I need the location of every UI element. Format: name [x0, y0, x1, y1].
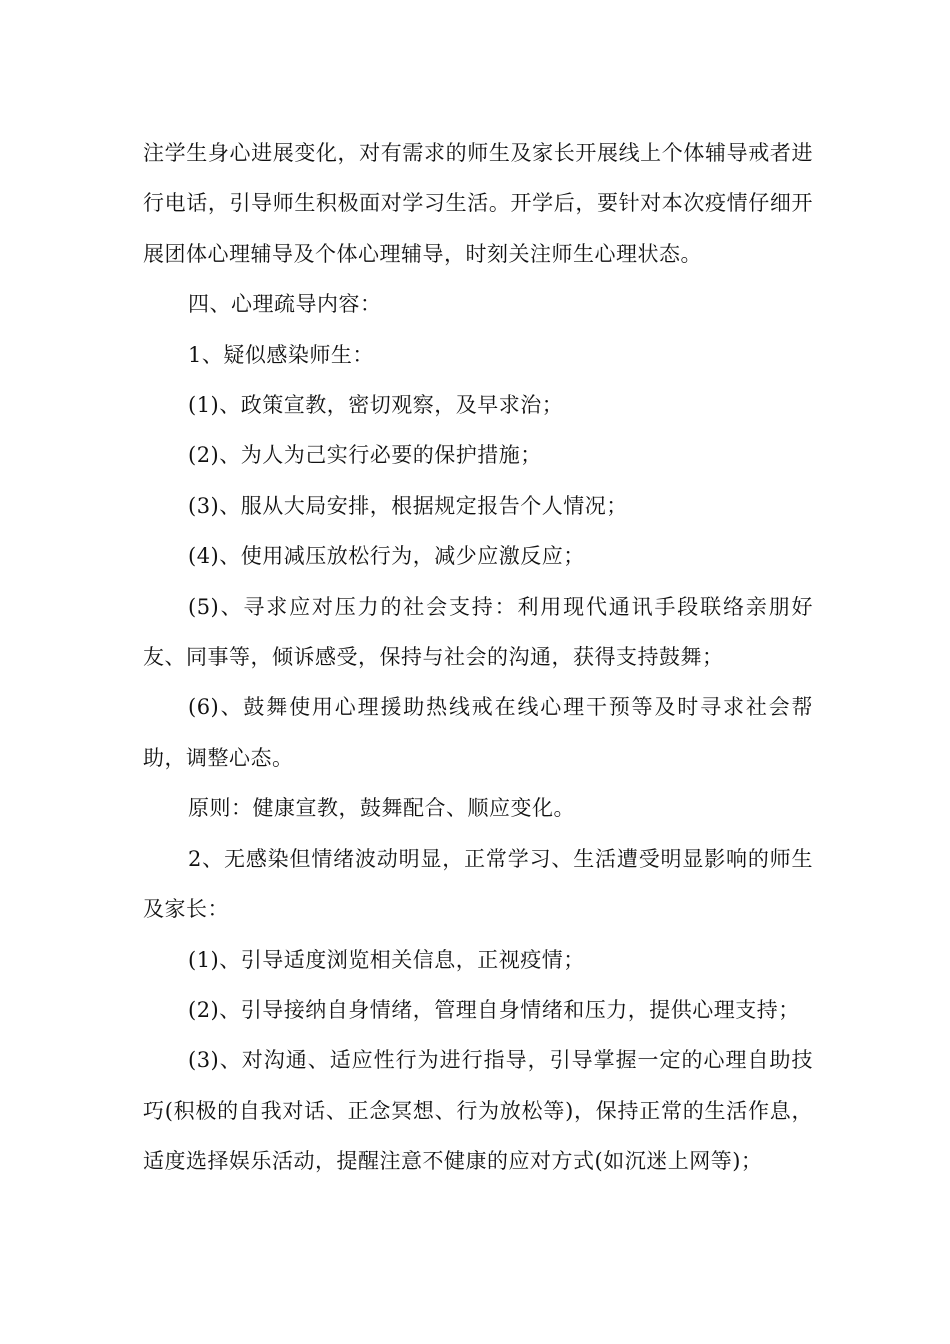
subheading-emotional-fluctuation: 2、无感染但情绪波动明显，正常学习、生活遭受明显影响的师生及家长：	[143, 846, 813, 922]
list-item: (3)、服从大局安排，根据规定报告个人情况；	[188, 493, 628, 518]
principle-line: 原则：健康宣教，鼓舞配合、顺应变化。	[188, 796, 575, 821]
list-item: (5)、寻求应对压力的社会支持：利用现代通讯手段联络亲朋好友、同事等，倾诉感受，保持与社会的沟通，获得支持鼓舞；	[143, 594, 813, 670]
list-item: (4)、使用减压放松行为，减少应激反应；	[188, 544, 585, 569]
paragraph-continued: 注学生身心进展变化，对有需求的师生及家长开展线上个体辅导戒者进行电话，引导师生积极面对学习生活。开学后，要针对本次疫情仔细开展团体心理辅导及个体心理辅导，时刻关注师生心理状态。	[143, 141, 813, 266]
list-item: (2)、为人为己实行必要的保护措施；	[188, 443, 542, 468]
list-item: (3)、对沟通、适应性行为进行指导，引导掌握一定的心理自助技巧(积极的自我对话、正念冥想、行为放松等)，保持正常的生活作息，适度选择娱乐活动，提醒注意不健康的应对方式(如沉迷上网等)；	[143, 1048, 813, 1174]
document-body	[143, 128, 813, 1187]
list-item: (6)、鼓舞使用心理援助热线戒在线心理干预等及时寻求社会帮助，调整心态。	[143, 695, 813, 770]
list-item: (1)、引导适度浏览相关信息，正视疫情；	[188, 947, 585, 972]
section-heading-4: 四、心理疏导内容：	[188, 292, 382, 317]
list-item: (1)、政策宣教，密切观察，及早求治；	[188, 393, 564, 418]
subheading-suspected-infection: 1、疑似感染师生：	[188, 342, 374, 367]
list-item: (2)、引导接纳自身情绪，管理自身情绪和压力，提供心理支持；	[188, 997, 800, 1022]
